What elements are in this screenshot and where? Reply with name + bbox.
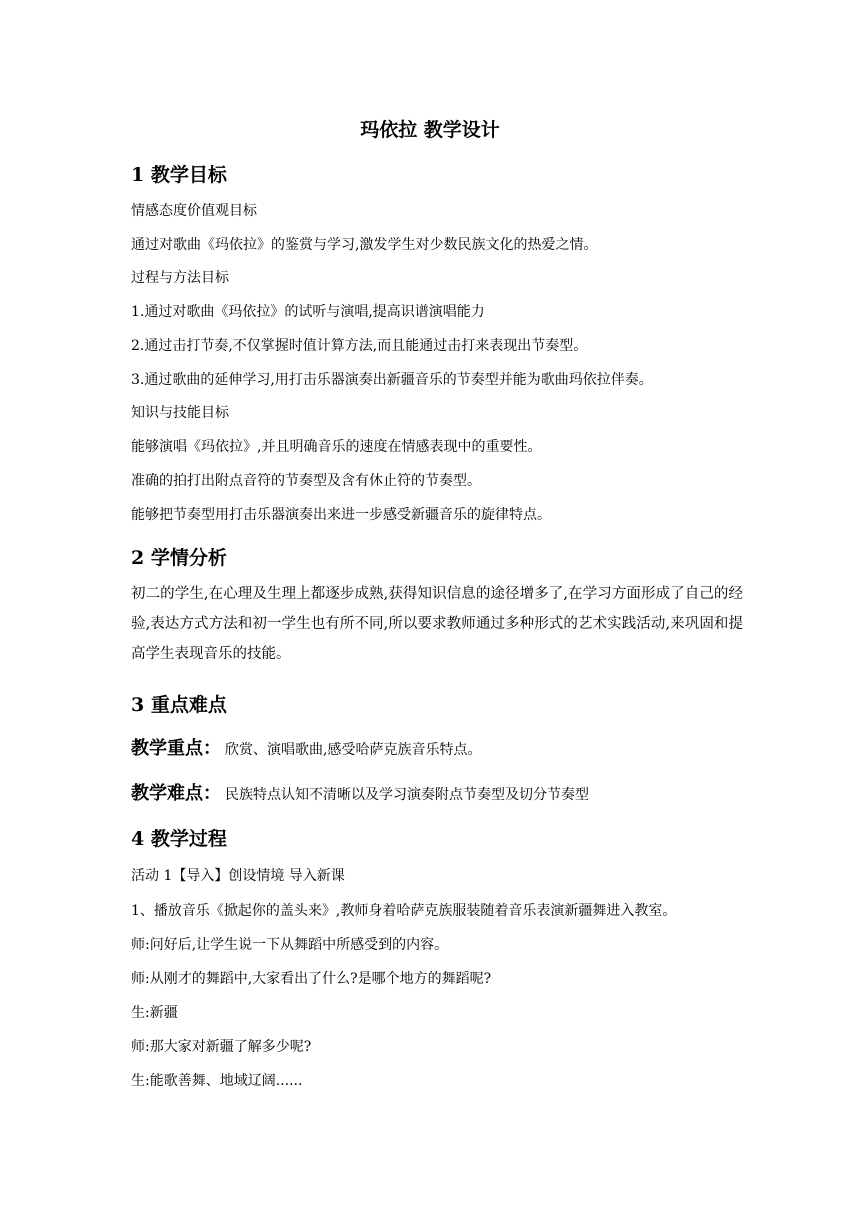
analysis-paragraph: 初二的学生,在心理及生理上都逐步成熟,获得知识信息的途径增多了,在学习方面形成了自己的经验,表达方式方法和初一学生也有所不同,所以要求教师通过多种形式的艺术实践活动,来巩固和提高学生表现音乐的技能。 — [131, 586, 743, 662]
objective-line: 2.通过击打节奏,不仅掌握时值计算方法,而且能通过击打来表现出节奏型。 — [131, 338, 588, 354]
objective-line: 能够把节奏型用打击乐器演奏出来进一步感受新疆音乐的旋律特点。 — [131, 507, 551, 523]
process-line: 生:能歌善舞、地域辽阔...... — [131, 1073, 303, 1089]
objective-line: 1.通过对歌曲《玛依拉》的试听与演唱,提高识谱演唱能力 — [131, 304, 485, 320]
process-line: 1、播放音乐《掀起你的盖头来》,教师身着哈萨克族服装随着音乐表演新疆舞进入教室。 — [131, 903, 677, 919]
difficulty-row — [131, 779, 589, 805]
section-heading-keypoints: 3 重点难点 — [131, 694, 227, 716]
objective-line: 通过对歌曲《玛依拉》的鉴赏与学习,激发学生对少数民族文化的热爱之情。 — [131, 237, 598, 253]
key-point-text: 欣赏、演唱歌曲,感受哈萨克族音乐特点。 — [225, 742, 482, 758]
key-point-row — [131, 734, 481, 760]
section-heading-analysis: 2 学情分析 — [131, 547, 227, 569]
objective-line: 准确的拍打出附点音符的节奏型及含有休止符的节奏型。 — [131, 473, 481, 489]
objective-line: 情感态度价值观目标 — [131, 203, 257, 219]
process-line: 师:问好后,让学生说一下从舞蹈中所感受到的内容。 — [131, 937, 449, 953]
process-line: 活动 1【导入】创设情境 导入新课 — [131, 868, 345, 884]
objective-line: 知识与技能目标 — [131, 405, 229, 421]
process-line: 师:从刚才的舞蹈中,大家看出了什么?是哪个地方的舞蹈呢? — [131, 971, 492, 987]
section-heading-objectives: 1 教学目标 — [131, 164, 227, 186]
objective-line: 3.通过歌曲的延伸学习,用打击乐器演奏出新疆音乐的节奏型并能为歌曲玛依拉伴奏。 — [131, 372, 653, 388]
objective-line: 能够演唱《玛依拉》,并且明确音乐的速度在情感表现中的重要性。 — [131, 439, 542, 455]
difficulty-label: 教学难点： — [131, 783, 221, 804]
document-title: 玛依拉 教学设计 — [360, 119, 500, 141]
process-line: 师:那大家对新疆了解多少呢? — [131, 1039, 312, 1055]
section-heading-process: 4 教学过程 — [131, 828, 227, 850]
process-line: 生:新疆 — [131, 1005, 178, 1021]
objective-line: 过程与方法目标 — [131, 270, 229, 286]
key-point-label: 教学重点： — [131, 738, 221, 759]
difficulty-text: 民族特点认知不清晰以及学习演奏附点节奏型及切分节奏型 — [225, 787, 589, 803]
